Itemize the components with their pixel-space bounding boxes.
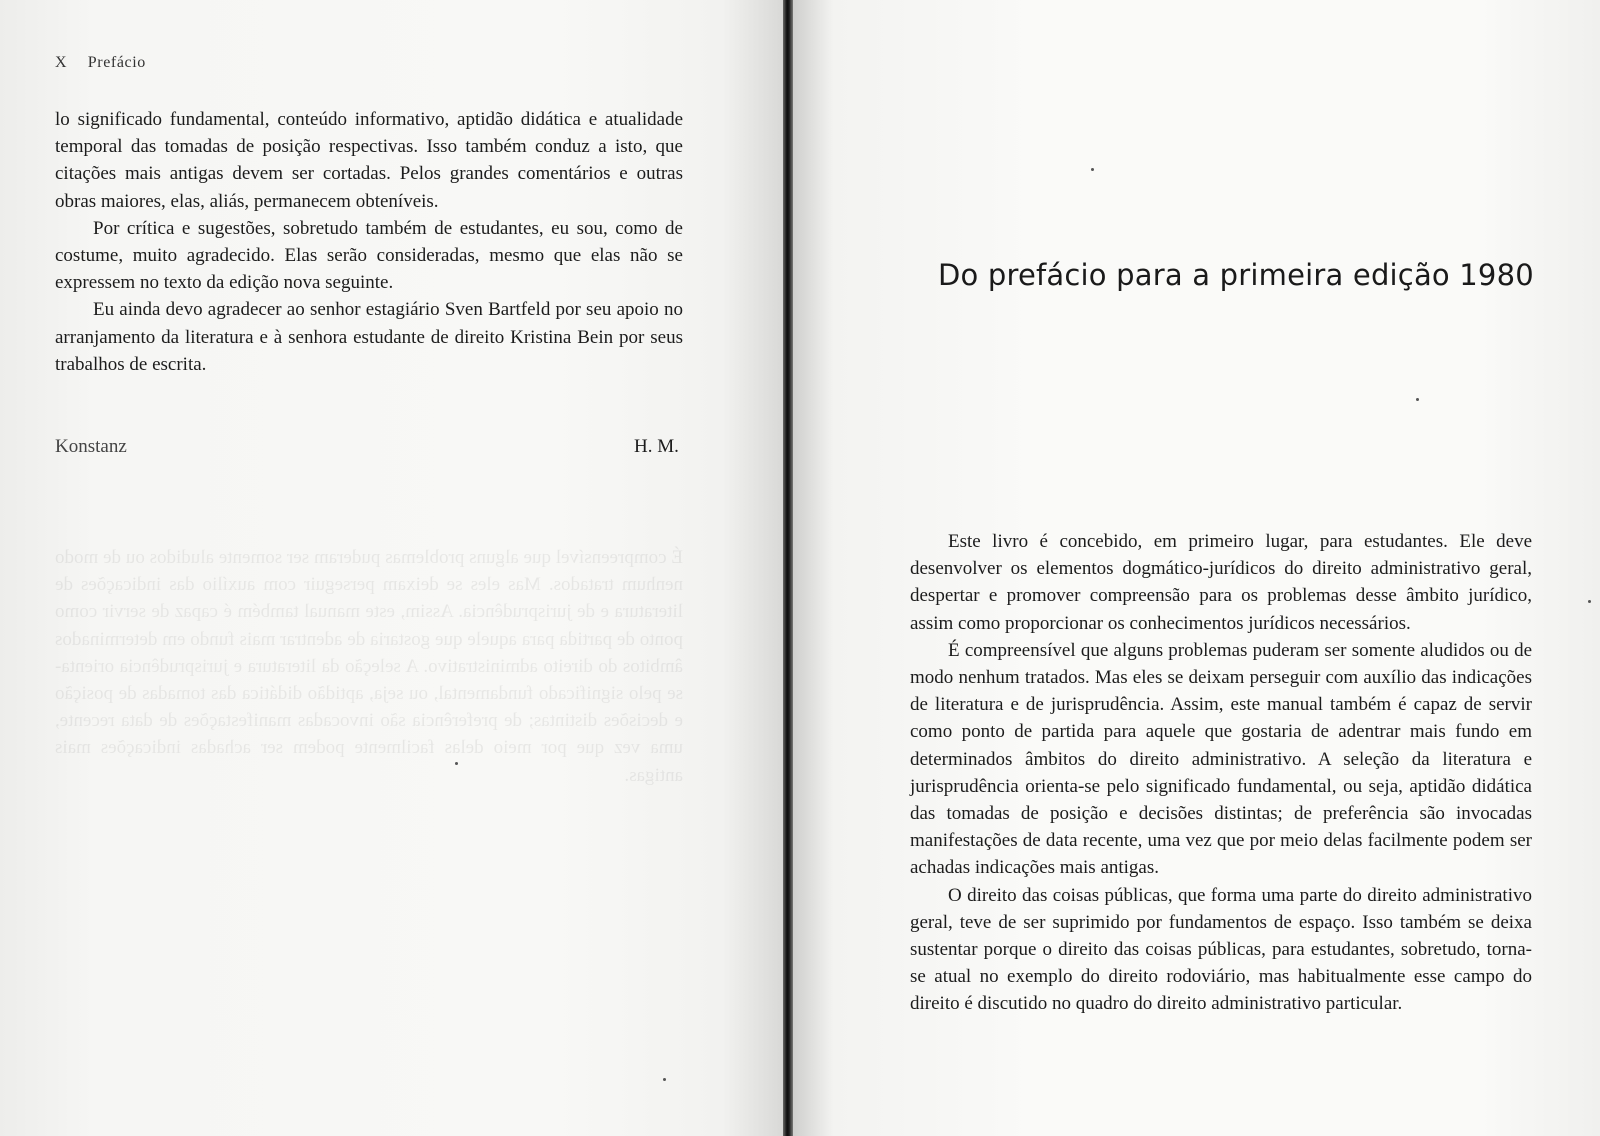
signature-place: Konstanz <box>55 436 127 457</box>
right-paragraph-3: O direito das coisas públicas, que forma uma parte do direito administrativo geral, teve de ser suprimido por fundamentos de espaço. Isso também se deixa sustentar porque o direito das coisas públicas, para estudantes, sobretudo, torna-se atual no exemplo do direito rodoviário, mas habitualmente esse campo do direito é discutido no quadro do direito administrativo particular. <box>910 884 1532 1015</box>
bleed-through-text <box>55 544 683 789</box>
left-paragraph-1: lo significado fundamental, conteúdo informativo, aptidão didática e atualidade temporal das tomadas de posição respectivas. Isso também conduz a isto, que citações mais antigas devem ser cortadas. Pelos grandes comentários e outras obras maiores, elas, aliás, permanecem obteníveis. <box>55 109 683 212</box>
ink-speck <box>455 762 458 765</box>
ink-speck <box>1416 398 1419 401</box>
left-body-text <box>55 106 683 378</box>
left-page <box>0 0 785 1136</box>
right-body-text <box>910 528 1532 1018</box>
running-head <box>55 54 146 72</box>
ink-speck <box>1091 168 1094 171</box>
signature-initials: H. M. <box>634 436 679 457</box>
left-paragraph-2: Por crítica e sugestões, sobretudo também de estudantes, eu sou, como de costume, muito agradecido. Elas serão consideradas, mesmo que elas não se expressem no texto da edição nova seguinte. <box>55 217 683 294</box>
bleed-through-copy: É compreensível que alguns problemas puderam ser somente aludidos ou de modo nenhum tratados. Mas eles se deixam perseguir com auxílio das indicações de literatura e de jurisprudência. Assim, este manual também é capaz de servir como ponto de partida para aquele que gostaria de adentrar mais fundo em determinados âmbitos do direito administrativo. A seleção da literatura e jurisprudência orienta-se pelo significado fundamental, ou seja, aptidão didática das tomadas de posição e decisões distintas; de preferência são invocadas manifestações de data recente, uma vez que por meio delas facilmente podem ser achadas indicações mais antigas. <box>55 547 683 786</box>
page-number: X <box>55 54 68 71</box>
ink-speck <box>663 1078 666 1081</box>
right-paragraph-1: Este livro é concebido, em primeiro lugar, para estudantes. Ele deve desenvolver os elementos dogmático-jurídicos do direito administrativo geral, despertar e promover compreensão para os problemas desse âmbito jurídico, assim como proporcionar os conhecimentos jurídicos necessários. <box>910 531 1532 634</box>
chapter-title: Do prefácio para a primeira edição 1980 <box>938 258 1534 292</box>
book-gutter <box>783 0 793 1136</box>
right-paragraph-2: É compreensível que alguns problemas puderam ser somente aludidos ou de modo nenhum tratados. Mas eles se deixam perseguir com auxílio das indicações de literatura e de jurisprudência. Assim, este manual também é capaz de servir como ponto de partida para aquele que gostaria de adentrar mais fundo em determinados âmbitos do direito administrativo. A seleção da literatura e jurisprudência orienta-se pelo significado fundamental, ou seja, aptidão didática das tomadas de posição e decisões distintas; de preferência são invocadas manifestações de data recente, uma vez que por meio delas facilmente podem ser achadas indicações mais antigas. <box>910 639 1532 879</box>
left-paragraph-3: Eu ainda devo agradecer ao senhor estagiário Sven Bartfeld por seu apoio no arranjamento da literatura e à senhora estudante de direito Kristina Bein por seus trabalhos de escrita. <box>55 299 683 375</box>
ink-speck <box>1588 600 1591 603</box>
running-head-title: Prefácio <box>87 54 146 71</box>
right-page <box>793 0 1600 1136</box>
